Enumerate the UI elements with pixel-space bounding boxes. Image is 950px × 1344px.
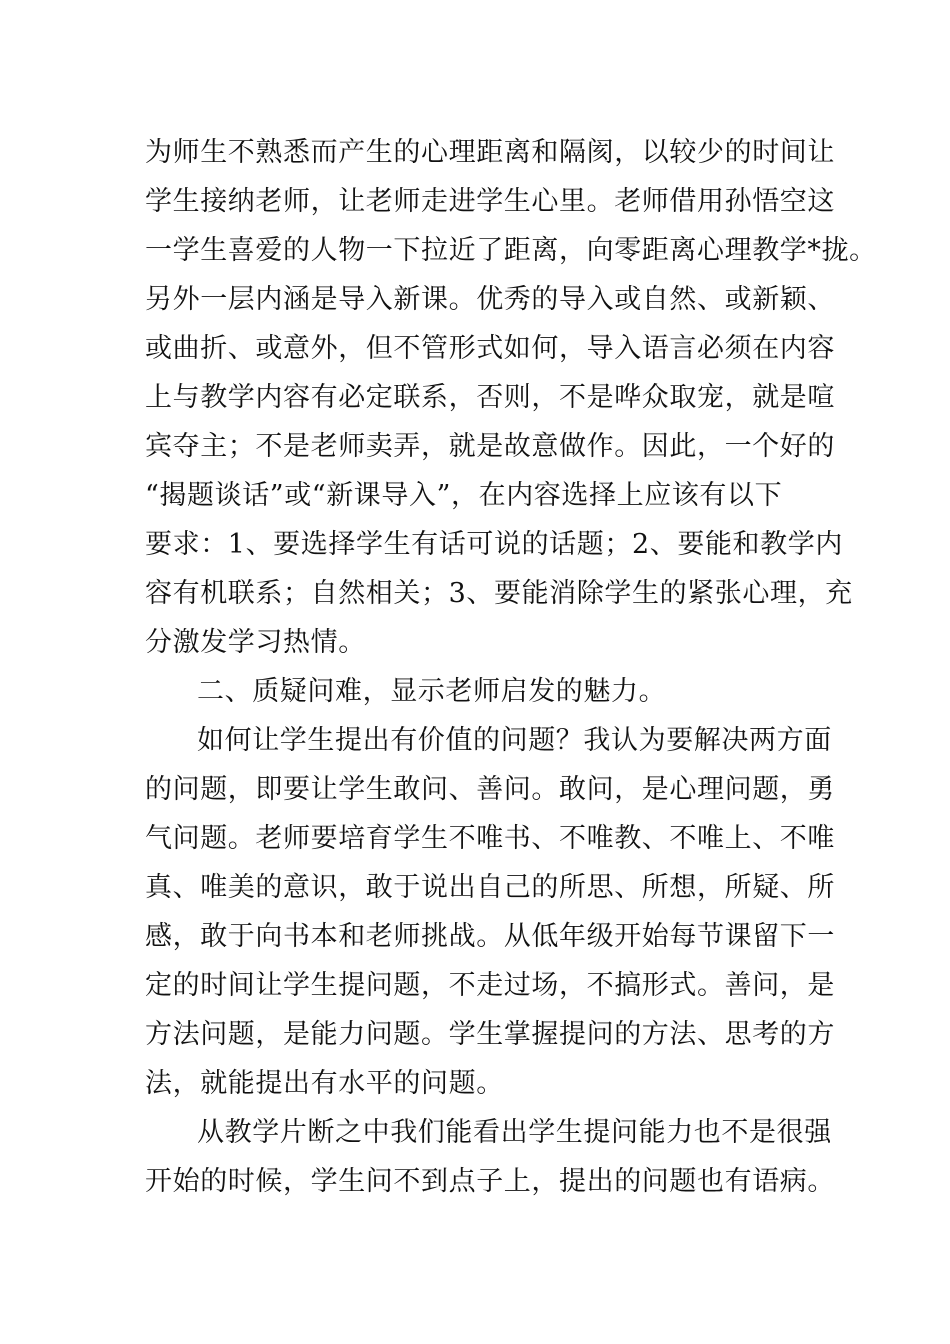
text-line: 一学生喜爱的人物一下拉近了距离，向零距离心理教学*拢。	[145, 235, 877, 266]
text-line: 如何让学生提出有价值的问题？我认为要解决两方面	[197, 725, 832, 756]
text-line: 真、唯美的意识，敢于说出自己的所思、所想，所疑、所	[145, 872, 835, 903]
text-line: 要求：1、要选择学生有话可说的话题；2、要能和教学内	[145, 529, 843, 560]
text-line: 或曲折、或意外，但不管形式如何，导入语言必须在内容	[145, 333, 835, 364]
text-line: 感，敢于向书本和老师挑战。从低年级开始每节课留下一	[145, 921, 835, 952]
text-line: 定的时间让学生提问题，不走过场，不搞形式。善问，是	[145, 970, 835, 1001]
text-line: 宾夺主；不是老师卖弄，就是故意做作。因此，一个好的	[145, 431, 835, 462]
section-heading: 二、质疑问难，显示老师启发的魅力。	[197, 676, 667, 707]
text-line: 上与教学内容有必定联系，否则，不是哗众取宠，就是喧	[145, 382, 835, 413]
text-line: 方法问题，是能力问题。学生掌握提问的方法、思考的方	[145, 1019, 835, 1050]
text-line: 为师生不熟悉而产生的心理距离和隔阂，以较少的时间让	[145, 137, 835, 168]
text-line: 法，就能提出有水平的问题。	[145, 1068, 504, 1099]
text-line: 另外一层内涵是导入新课。优秀的导入或自然、或新颖、	[145, 284, 835, 315]
text-line: 学生接纳老师，让老师走进学生心里。老师借用孙悟空这	[145, 186, 835, 217]
text-line: “揭题谈话”或“新课导入”，在内容选择上应该有以下	[145, 480, 783, 511]
text-line: 从教学片断之中我们能看出学生提问能力也不是很强	[197, 1117, 832, 1148]
text-line: 气问题。老师要培育学生不唯书、不唯教、不唯上、不唯	[145, 823, 835, 854]
text-line: 的问题，即要让学生敢问、善问。敢问，是心理问题，勇	[145, 774, 835, 805]
document-body	[145, 128, 877, 1206]
text-line: 分激发学习热情。	[145, 627, 366, 658]
text-line: 开始的时候，学生问不到点子上，提出的问题也有语病。	[145, 1166, 835, 1197]
text-line: 容有机联系；自然相关；3、要能消除学生的紧张心理，充	[145, 578, 853, 609]
